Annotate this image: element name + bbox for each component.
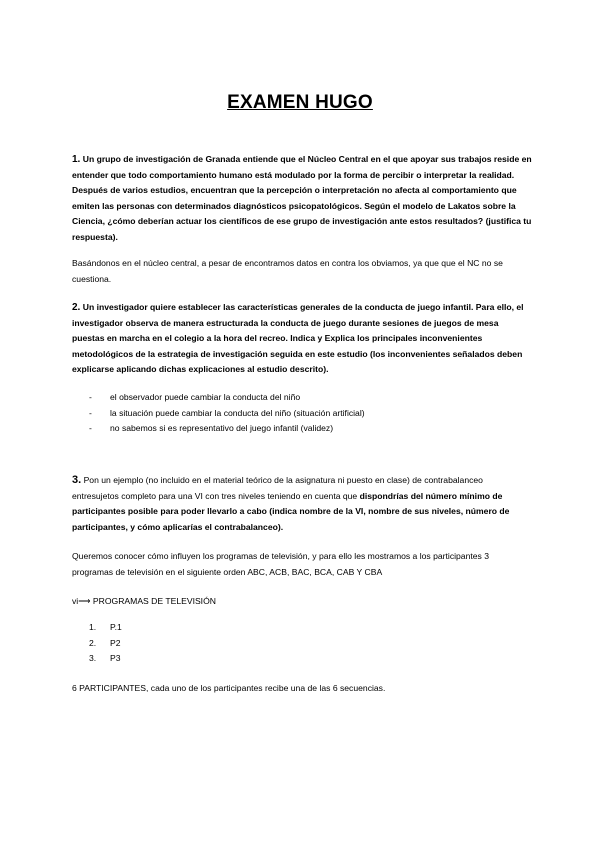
answer-3: Queremos conocer cómo influyen los programas de televisión, y para ello les mostramos a los participantes 3 programas de televisión en el siguiente orden ABC, ACB, BAC, BCA, CAB Y CBA [72, 551, 489, 577]
list-number: 1. [89, 622, 97, 632]
question-2-number: 2. [72, 302, 81, 313]
list-item-text: la situación puede cambiar la conducta del niño (situación artificial) [110, 407, 365, 418]
question-3 [72, 473, 532, 535]
question-1 [72, 152, 532, 245]
question-1-text: Un grupo de investigación de Granada entiende que el Núcleo Central en el que apoyar sus trabajos reside en entender que todo comportamiento humano está modulado por la forma de percibir o interpretar la realidad. Después de varios estudios, encuentran que la percepción o interpretación no afecta al comportamiento que emiten las personas con determinados diagnósticos psicopatológicos. Según el modelo de Lakatos sobre la Ciencia, ¿cómo deberían actuar los científicos de ese grupo de investigación ante estos resultados? (justifica tu respuesta). [72, 154, 532, 242]
list-item-text: P2 [110, 637, 121, 648]
list-item-text: P3 [110, 653, 121, 663]
list-item [72, 651, 532, 667]
vi-line: vi⟶ PROGRAMAS DE TELEVISIÓN [72, 596, 216, 606]
list-item-text: el observador puede cambiar la conducta del niño [110, 392, 301, 402]
list-item [72, 406, 532, 422]
list-item-text: no sabemos si es representativo del juego infantil (validez) [110, 423, 334, 433]
list-item-text: P.1 [110, 622, 122, 632]
answer-1: Basándonos en el núcleo central, a pesar de encontramos datos en contra los obviamos, ya que que el NC no se cuestiona. [72, 258, 503, 284]
list-item [72, 636, 532, 652]
question-3-text-bold: dispondrías del número mínimo de participantes posible para poder llevarlo a cabo (indica nombre de la VI, nombre de sus niveles, número de participantes, y cómo aplicarías el contrabalanceo). [72, 490, 510, 532]
list-item [72, 421, 532, 437]
question-2 [72, 300, 532, 378]
final-answer: 6 PARTICIPANTES, cada uno de los participantes recibe una de las 6 secuencias. [72, 683, 386, 693]
list-item [72, 390, 532, 406]
dash-marker: - [89, 407, 92, 418]
question-2-text: Un investigador quiere establecer las características generales de la conducta de juego infantil. Para ello, el investigador observa de manera estructurada la conducta de juego durante sesiones de juegos de mesa puestas en marcha en el colegio a la hora del recreo. Indica y Explica los principales inconvenientes metodológicos de la estrategia de investigación seguida en este estudio (los inconvenientes señalados deben explicarse aplicando dichas explicaciones al estudio descrito). [72, 302, 524, 374]
dash-marker: - [89, 423, 92, 433]
answer-2-list [72, 390, 532, 437]
levels-list [72, 620, 532, 667]
question-3-number: 3. [72, 474, 82, 486]
list-number: 2. [89, 637, 97, 648]
list-number: 3. [89, 653, 97, 663]
dash-marker: - [89, 392, 92, 402]
list-item [72, 620, 532, 636]
question-1-number: 1. [72, 154, 81, 165]
page-title: EXAMEN HUGO [227, 92, 373, 113]
question-3-text-normal: Pon un ejemplo (no incluido en el material teórico de la asignatura ni puesto en clase) de contrabalanceo entresujetos completo para una VI con tres niveles teniendo en cuenta que [72, 475, 483, 501]
